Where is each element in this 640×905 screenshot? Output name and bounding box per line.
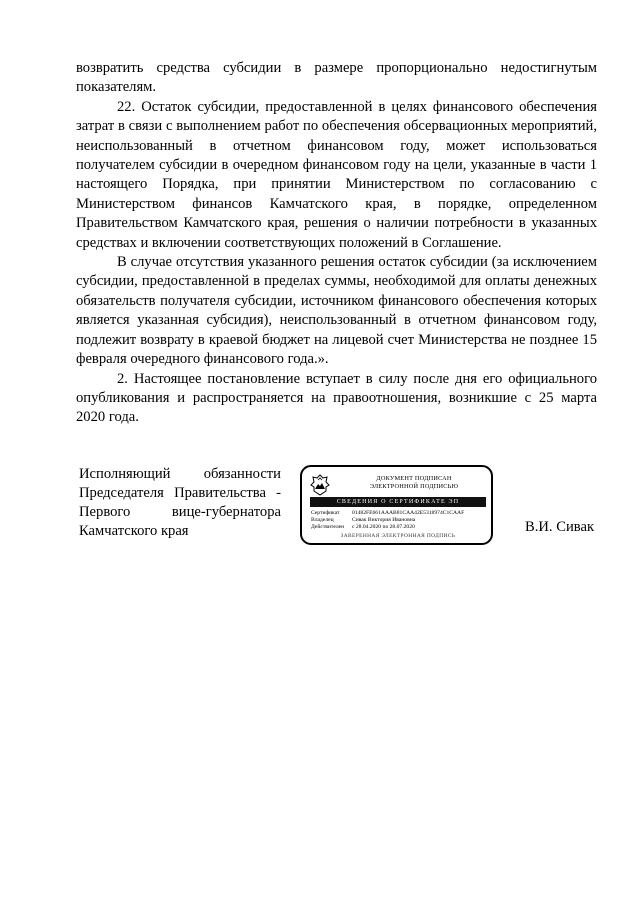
paragraph-effective-date: 2. Настоящее постановление вступает в силу после дня его официального опубликования и распространяется на правоотношения, возникшие с 25 марта 2020 года.	[76, 370, 597, 426]
body-text	[76, 59, 597, 428]
position-line: Председателя Правительства -	[79, 485, 281, 501]
position-line: Исполняющий обязанности	[79, 466, 281, 482]
stamp-details	[311, 510, 489, 532]
position-line: Первого вице-губернатора	[79, 504, 281, 520]
stamp-row-validity	[311, 524, 489, 531]
stamp-footer: ЗАВЕРЕННАЯ ЭЛЕКТРОННАЯ ПОДПИСЬ	[340, 533, 456, 539]
position-line: Камчатского края	[79, 523, 189, 539]
stamp-row-key: Владелец	[311, 517, 334, 524]
paragraph-clause-22: 22. Остаток субсидии, предоставленной в целях финансового обеспечения затрат в связи с выполнением работ по обеспечения обсервационных мероприятий, неиспользованный в отчетном финансовом году, может использоваться получателем субсидии в очередном финансовом году на цели, указанные в части 1 настоящего Порядка, при принятии Министерством по согласованию с Министерством финансов Камчатского края, в порядке, определенном Правительством Камчатского края, решения о наличии потребности в указанных средствах и включении соответствующих положений в Соглашение.	[76, 98, 597, 251]
signatory-position	[79, 465, 281, 541]
stamp-certificate-header: СВЕДЕНИЯ О СЕРТИФИКАТЕ ЭП	[310, 497, 486, 507]
stamp-row-value: 01482FE661AAAB81CAA42E5318974C1CAAF	[352, 510, 465, 516]
coat-of-arms-icon	[310, 474, 330, 496]
signatory-name: В.И. Сивак	[525, 519, 595, 535]
stamp-row-key: Действителен	[311, 524, 345, 531]
stamp-title-line: ДОКУМЕНТ ПОДПИСАН	[376, 475, 452, 482]
stamp-row-value: с 28.04.2020 по 28.07.2020	[352, 524, 415, 531]
paragraph-no-decision: В случае отсутствия указанного решения остаток субсидии (за исключением субсидии, предоставленной в пределах суммы, необходимой для оплаты денежных обязательств получателя субсидии, источником финансового обеспечения которых является указанная субсидия), неиспользованный в отчетном финансовом году, подлежит возврату в краевой бюджет на лицевой счет Министерства не позднее 15 февраля очередного финансового года.».	[76, 254, 597, 368]
stamp-row-value: Сивак Виктория Ивановна	[352, 517, 416, 524]
paragraph-continuation: возвратить средства субсидии в размере пропорционально недостигнутым показателям.	[76, 60, 597, 96]
stamp-row-key: Сертификат	[311, 510, 340, 516]
stamp-title-line: ЭЛЕКТРОННОЙ ПОДПИСЬЮ	[369, 483, 459, 490]
stamp-title	[340, 475, 488, 491]
electronic-signature-stamp	[300, 465, 493, 545]
stamp-row-certificate	[311, 510, 489, 517]
